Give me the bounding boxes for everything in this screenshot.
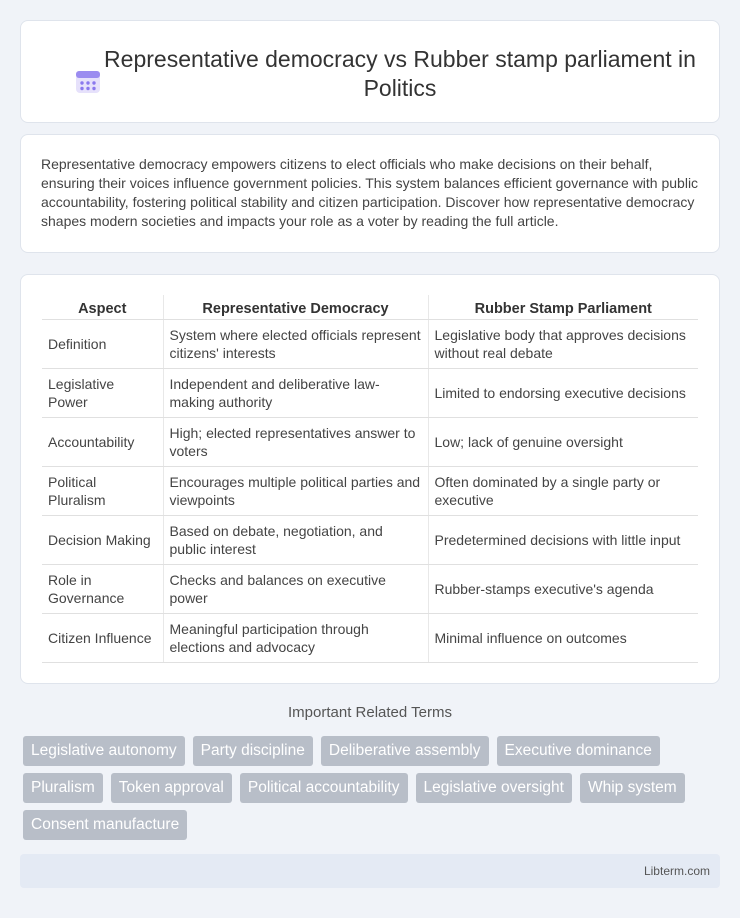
democracy-cell: Independent and deliberative law-making authority [163,368,428,417]
footer [20,854,720,888]
table-row [42,466,698,515]
header-representative-democracy: Representative Democracy [163,295,428,319]
aspect-cell: Accountability [42,417,163,466]
intro-paragraph: Representative democracy empowers citizens to elect officials who make decisions on their behalf, ensuring their voices influence government policies. This system balances efficient governance with public accountability, fostering political stability and citizen participation. Discover how representative democracy shapes modern societies and impacts your role as a voter by reading the full article. [41,156,699,229]
comparison-table [42,295,698,663]
table-row [42,613,698,662]
parliament-cell: Rubber-stamps executive's agenda [428,564,698,613]
democracy-cell: Checks and balances on executive power [163,564,428,613]
aspect-cell: Citizen Influence [42,613,163,662]
related-term-tag[interactable]: Legislative oversight [416,773,572,803]
democracy-cell: Based on debate, negotiation, and public interest [163,515,428,564]
related-terms-heading: Important Related Terms [288,704,452,721]
comparison-card [20,274,720,684]
aspect-cell: Legislative Power [42,368,163,417]
table-row [42,319,698,368]
democracy-cell: High; elected representatives answer to voters [163,417,428,466]
parliament-cell: Minimal influence on outcomes [428,613,698,662]
page-title: Representative democracy vs Rubber stamp parliament in Politics [104,46,696,101]
democracy-cell: Encourages multiple political parties and viewpoints [163,466,428,515]
related-term-tag[interactable]: Deliberative assembly [321,736,489,766]
related-term-tag[interactable]: Token approval [111,773,232,803]
table-row [42,417,698,466]
parliament-cell: Low; lack of genuine oversight [428,417,698,466]
democracy-cell: Meaningful participation through elections and advocacy [163,613,428,662]
footer-site-link[interactable]: Libterm.com [643,864,710,878]
parliament-cell: Often dominated by a single party or executive [428,466,698,515]
title-card [20,20,720,123]
intro-card [20,134,720,253]
related-terms-list [23,736,713,840]
table-row [42,368,698,417]
related-term-tag[interactable]: Executive dominance [497,736,660,766]
related-term-tag[interactable]: Party discipline [193,736,313,766]
calendar-icon [75,69,101,95]
related-term-tag[interactable]: Political accountability [240,773,408,803]
related-term-tag[interactable]: Pluralism [23,773,103,803]
header-rubber-stamp-parliament: Rubber Stamp Parliament [428,295,698,319]
related-term-tag[interactable]: Consent manufacture [23,810,187,840]
parliament-cell: Predetermined decisions with little input [428,515,698,564]
democracy-cell: System where elected officials represent citizens' interests [163,319,428,368]
aspect-cell: Decision Making [42,515,163,564]
table-row [42,515,698,564]
table-row [42,564,698,613]
parliament-cell: Legislative body that approves decisions without real debate [428,319,698,368]
related-term-tag[interactable]: Whip system [580,773,685,803]
parliament-cell: Limited to endorsing executive decisions [428,368,698,417]
header-aspect: Aspect [42,295,163,319]
aspect-cell: Role in Governance [42,564,163,613]
related-term-tag[interactable]: Legislative autonomy [23,736,185,766]
aspect-cell: Political Pluralism [42,466,163,515]
aspect-cell: Definition [42,319,163,368]
table-header-row [42,295,698,319]
